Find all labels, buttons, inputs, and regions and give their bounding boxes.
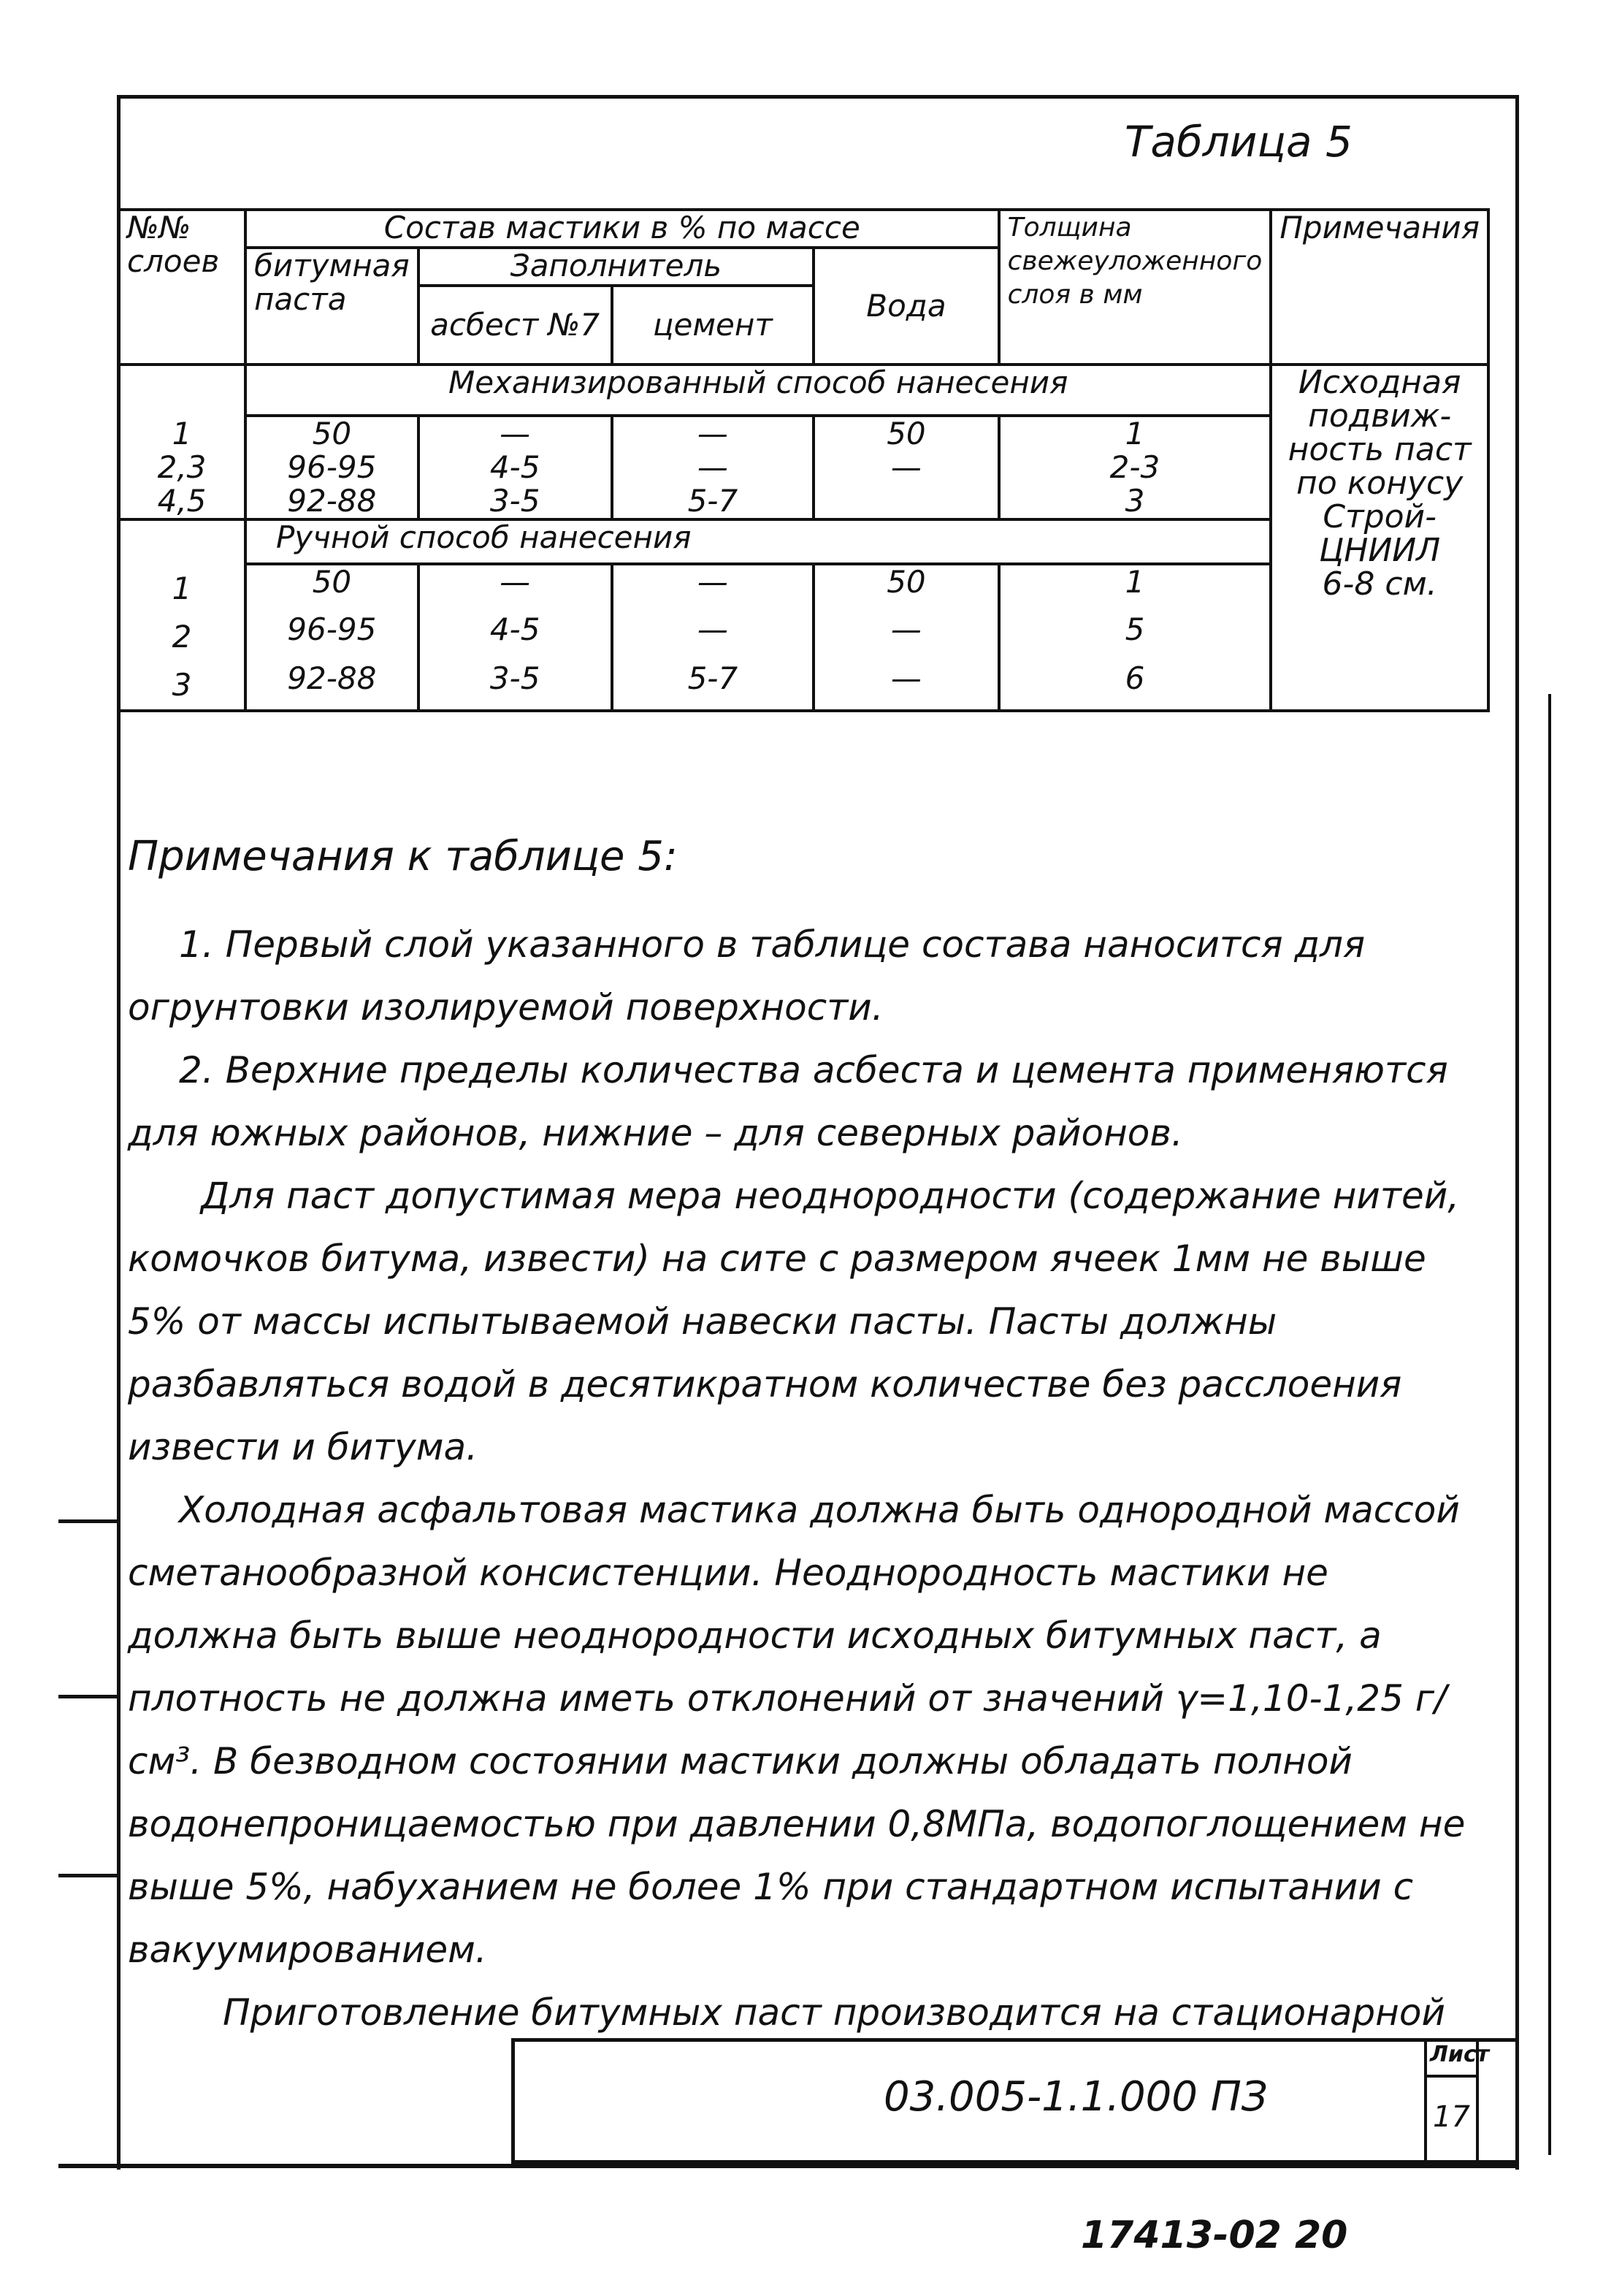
header-water: Вода xyxy=(814,248,998,365)
cell-water: 50 xyxy=(814,564,998,613)
header-notes: Примечания xyxy=(1271,210,1488,365)
composition-table xyxy=(117,208,1490,712)
layer-no: 2 xyxy=(172,619,192,655)
cell-paste: 50 xyxy=(245,416,418,451)
header-bitumen-paste: битумная паста xyxy=(245,248,418,365)
cell-asbestos: 4-5 xyxy=(418,451,612,484)
layer-no: 2,3 xyxy=(157,449,207,485)
cell-water: — xyxy=(814,662,998,711)
notes-column xyxy=(1271,365,1488,711)
cell-thickness: 2-3 xyxy=(999,451,1271,484)
note-line: 6-8 см. xyxy=(1322,565,1437,603)
note-line: ность паст xyxy=(1288,431,1472,468)
notes-text xyxy=(128,913,1486,2044)
layer-no: 1 xyxy=(172,571,192,606)
table-caption: Таблица 5 xyxy=(1125,117,1353,167)
cell-asbestos: 4-5 xyxy=(418,613,612,662)
cell-cement: 5-7 xyxy=(612,484,814,519)
cell-cement: — xyxy=(612,416,814,451)
footer-number: 17413-02 20 xyxy=(1081,2213,1348,2257)
layers-cell-mech xyxy=(118,365,245,519)
sheet-divider xyxy=(1424,2075,1479,2078)
note-line: Исходная xyxy=(1298,364,1461,401)
cell-paste: 96-95 xyxy=(245,451,418,484)
cell-thickness: 6 xyxy=(999,662,1271,711)
cell-cement: — xyxy=(612,613,814,662)
side-line xyxy=(1548,694,1551,2155)
paragraph: 2. Верхние пределы количества асбеста и цемента применяются для южных районов, нижние – для северных районов. xyxy=(128,1049,1448,1154)
layer-no: 4,5 xyxy=(157,483,207,519)
cell-asbestos: 3-5 xyxy=(418,484,612,519)
cell-paste: 50 xyxy=(245,564,418,613)
cell-thickness: 3 xyxy=(999,484,1271,519)
section-mech: Механизированный способ нанесения xyxy=(245,365,1271,416)
cell-thickness: 5 xyxy=(999,613,1271,662)
cell-paste: 92-88 xyxy=(245,662,418,711)
cell-cement: — xyxy=(612,451,814,484)
notes-heading: Примечания к таблице 5: xyxy=(128,833,678,880)
cell-water xyxy=(814,484,998,519)
frame-bottom-line xyxy=(58,2164,1519,2168)
header-asbestos: асбест №7 xyxy=(418,286,612,365)
paragraph: 1. Первый слой указанного в таблице состава наносится для огрунтовки изолируемой поверхности. xyxy=(128,923,1366,1029)
margin-tick xyxy=(58,1695,117,1698)
paragraph: Холодная асфальтовая мастика должна быть однородной массой сметанообразной консистенции. Неоднородность мастики не должна быть выше неоднородности исходных битумных паст, а плотность не должна иметь отклонений от значений γ=1,10-1,25 г/см³. В безводном состоянии мастики должны обладать полной водонепроницаемостью при давлении 0,8МПа, водопоглощением не выше 5%, набуханием не более 1% при стандартном испытании с вакуумированием. xyxy=(128,1489,1466,1971)
cell-thickness: 1 xyxy=(999,416,1271,451)
sheet-label: Лист xyxy=(1430,2042,1490,2067)
cell-water: 50 xyxy=(814,416,998,451)
note-line: по конусу xyxy=(1296,465,1464,502)
header-filler: Заполнитель xyxy=(418,248,814,286)
note-line: Строй- xyxy=(1323,498,1437,535)
paragraph: Приготовление битумных паст производится на стационарной xyxy=(223,1991,1445,2034)
document-code: 03.005-1.1.000 ПЗ xyxy=(884,2073,1268,2121)
header-composition: Состав мастики в % по массе xyxy=(245,210,999,248)
layer-no: 1 xyxy=(172,416,192,451)
header-layers: №№ слоев xyxy=(118,210,245,365)
margin-tick xyxy=(58,1874,117,1877)
margin-tick xyxy=(58,1519,117,1523)
header-cement: цемент xyxy=(612,286,814,365)
note-line: подвиж- xyxy=(1308,397,1452,435)
cell-asbestos: 3-5 xyxy=(418,662,612,711)
layers-cell-manual xyxy=(118,519,245,711)
cell-thickness: 1 xyxy=(999,564,1271,613)
cell-paste: 92-88 xyxy=(245,484,418,519)
cell-asbestos: — xyxy=(418,564,612,613)
section-manual: Ручной способ нанесения xyxy=(245,519,1271,564)
layer-no: 3 xyxy=(172,667,192,703)
header-thickness: Толщина свежеуложенного слоя в мм xyxy=(999,210,1271,365)
cell-water: — xyxy=(814,451,998,484)
cell-cement: 5-7 xyxy=(612,662,814,711)
cell-water: — xyxy=(814,613,998,662)
cell-paste: 96-95 xyxy=(245,613,418,662)
note-line: ЦНИИЛ xyxy=(1319,532,1441,569)
cell-cement: — xyxy=(612,564,814,613)
sheet-number: 17 xyxy=(1433,2100,1470,2134)
cell-asbestos: — xyxy=(418,416,612,451)
paragraph: Для паст допустимая мера неоднородности (содержание нитей, комочков битума, извести) на сите с размером ячеек 1мм не выше 5% от массы испытываемой навески пасты. Пасты должны разбавляться водой в десятикратном количестве без расслоения извести и битума. xyxy=(128,1175,1460,1468)
